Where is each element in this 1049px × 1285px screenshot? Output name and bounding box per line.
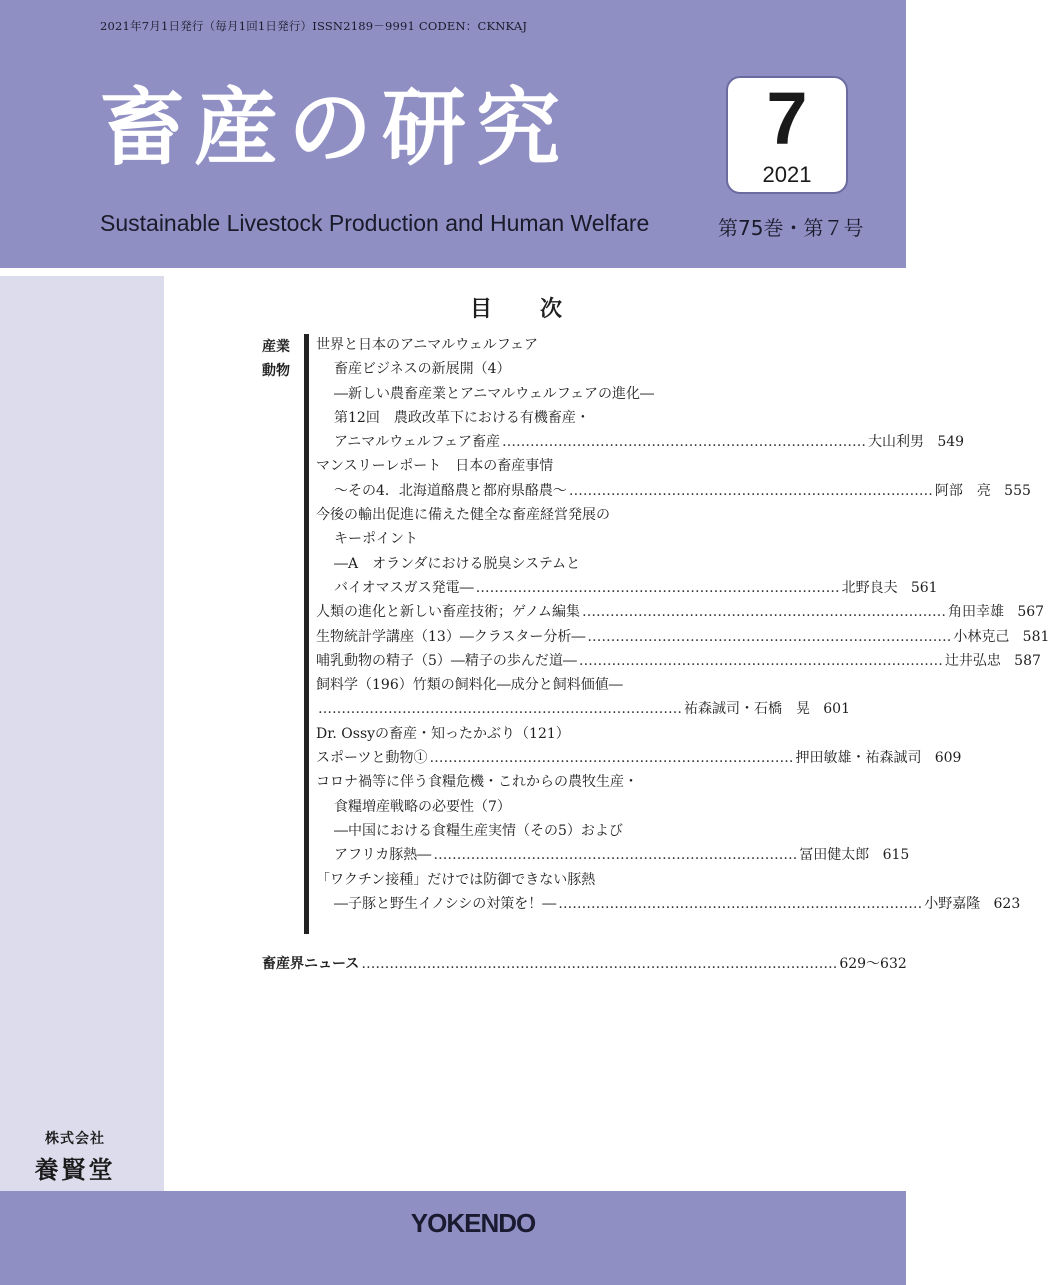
toc-entry-title: コロナ禍等に伴う食糧危機・これからの農牧生産・ bbox=[316, 774, 638, 791]
publication-info: 2021年7月1日発行（毎月1回1日発行）ISSN2189－9991 CODEN：CKNKAJ bbox=[100, 19, 528, 33]
toc-entry-author: 大山利男 bbox=[868, 434, 925, 451]
toc-entry-title: ―中国における食糧生産実情（その5）および bbox=[334, 822, 623, 839]
toc-entry-page: 587 bbox=[1014, 652, 1041, 669]
leader-dots: …………………………………………………………………… bbox=[587, 628, 952, 645]
toc-entry-title: 人類の進化と新しい畜産技術；ゲノム編集 bbox=[316, 604, 581, 621]
toc-entry-title: スポーツと動物① bbox=[316, 750, 428, 767]
toc-entry bbox=[316, 673, 756, 697]
toc-entry-page: 549 bbox=[937, 434, 965, 451]
toc-entry-author: 小野嘉隆 bbox=[924, 895, 981, 912]
leader-dots: …………………………………………………………………… bbox=[578, 652, 943, 669]
toc-entry bbox=[316, 819, 756, 843]
toc-entry-page: 567 bbox=[1017, 604, 1045, 621]
publisher-logo: YOKENDO bbox=[410, 1208, 536, 1238]
toc-entry bbox=[316, 770, 756, 794]
toc-entry-title: 食糧増産戦略の必要性（7） bbox=[334, 798, 511, 815]
toc-entry-title: ～その4．北海道酪農と都府県酪農～ bbox=[334, 482, 567, 499]
toc-list bbox=[316, 333, 1049, 916]
toc-entry-page: 601 bbox=[823, 701, 850, 718]
leader-dots: …………………………………………………………………… bbox=[475, 579, 840, 596]
toc-entry bbox=[316, 892, 1021, 916]
volume-number: 第75巻・第７号 bbox=[718, 216, 864, 240]
toc-entry bbox=[316, 576, 938, 600]
toc-entry bbox=[316, 503, 756, 527]
toc-entry bbox=[316, 357, 756, 381]
toc-entry-title: ―A オランダにおける脱臭システムと bbox=[334, 555, 581, 572]
news-pages: 629～632 bbox=[839, 956, 907, 972]
toc-entry bbox=[316, 406, 756, 430]
publisher-name: 養賢堂 bbox=[34, 1155, 116, 1184]
toc-entry-title: ―新しい農畜産業とアニマルウェルフェアの進化― bbox=[334, 385, 655, 402]
toc-entry bbox=[316, 697, 850, 721]
toc-entry-author: 押田敏雄・祐森誠司 bbox=[795, 750, 922, 767]
toc-entry-title: アニマルウェルフェア畜産 bbox=[334, 434, 501, 451]
toc-entry bbox=[316, 430, 965, 454]
toc-entry-page: 615 bbox=[882, 847, 910, 864]
toc-heading-right: 次 bbox=[540, 297, 563, 322]
issue-number: 7 bbox=[766, 77, 808, 160]
toc-entry-title: キーポイント bbox=[334, 531, 418, 548]
toc-entry-author: 阿部 亮 bbox=[934, 482, 991, 499]
category-label-2: 動物 bbox=[262, 363, 290, 379]
toc-entry-page: 581 bbox=[1022, 628, 1049, 645]
toc-entry bbox=[316, 722, 756, 746]
toc-entry bbox=[316, 382, 756, 406]
issue-box bbox=[726, 76, 848, 194]
journal-title: 畜産の研究 bbox=[100, 79, 571, 177]
toc-entry-title: 生物統計学講座（13）―クラスター分析― bbox=[316, 628, 586, 645]
toc-entry-author: 北野良夫 bbox=[841, 579, 898, 596]
toc-entry-title: ―子豚と野生イノシシの対策を！― bbox=[334, 895, 557, 912]
toc-entry-title: 第12回 農政改革下における有機畜産・ bbox=[334, 409, 590, 426]
toc-entry-author: 小林克己 bbox=[953, 628, 1010, 645]
toc-entry bbox=[316, 479, 1031, 503]
journal-subtitle: Sustainable Livestock Production and Human Welfare bbox=[100, 210, 650, 236]
toc-entry bbox=[316, 625, 1049, 649]
toc-entry bbox=[316, 843, 910, 867]
toc-entry bbox=[316, 333, 756, 357]
leader-dots: ………………………………………………………………………………………… bbox=[361, 956, 838, 972]
toc-entry-page: 555 bbox=[1004, 482, 1031, 499]
leader-dots: …………………………………………………………………… bbox=[429, 750, 794, 767]
publisher-type: 株式会社 bbox=[45, 1131, 105, 1147]
toc-entry bbox=[316, 746, 962, 770]
toc-heading-left: 目 bbox=[470, 297, 493, 322]
toc-entry bbox=[316, 600, 1045, 624]
toc-entry bbox=[316, 552, 756, 576]
issue-year: 2021 bbox=[762, 162, 812, 187]
toc-entry-page: 623 bbox=[993, 895, 1021, 912]
leader-dots: …………………………………………………………………… bbox=[568, 482, 933, 499]
leader-dots: …………………………………………………………………… bbox=[502, 434, 867, 451]
toc-entry bbox=[316, 527, 756, 551]
toc-entry-title: アフリカ豚熱― bbox=[334, 847, 432, 864]
toc-entry-author: 祐森誠司・石橋 晃 bbox=[684, 701, 810, 718]
toc-entry-author: 角田幸雄 bbox=[948, 604, 1005, 621]
toc-entry-title: Dr. Ossyの畜産・知ったかぶり（121） bbox=[316, 725, 570, 742]
leader-dots: …………………………………………………………………… bbox=[558, 895, 923, 912]
toc-entry-author: 冨田健太郎 bbox=[799, 847, 870, 864]
toc-entry bbox=[316, 868, 756, 892]
toc-entry-author: 辻井弘忠 bbox=[944, 652, 1001, 669]
leader-dots: …………………………………………………………………… bbox=[582, 604, 947, 621]
toc-entry bbox=[316, 649, 1041, 673]
toc-entry-title: 世界と日本のアニマルウェルフェア bbox=[316, 337, 539, 353]
toc-entry-page: 561 bbox=[910, 579, 938, 596]
toc-entry-title: 哺乳動物の精子（5）―精子の歩んだ道― bbox=[316, 652, 577, 669]
toc-entry-title: 飼料学（196）竹類の飼料化―成分と飼料価値― bbox=[316, 677, 623, 694]
toc-entry-title: 「ワクチン接種」だけでは防御できない豚熱 bbox=[316, 871, 596, 888]
toc-entry-title: マンスリーレポート 日本の畜産事情 bbox=[316, 458, 554, 475]
category-label-1: 産業 bbox=[262, 339, 290, 355]
leader-dots: …………………………………………………………………… bbox=[433, 847, 798, 864]
toc-heading bbox=[470, 292, 562, 323]
toc-entry-page: 609 bbox=[934, 750, 962, 767]
category-bar bbox=[304, 334, 309, 934]
toc-entry-title: バイオマスガス発電― bbox=[334, 579, 474, 596]
toc-entry-title: 畜産ビジネスの新展開（4） bbox=[334, 361, 511, 378]
leader-dots: …………………………………………………………………… bbox=[318, 701, 682, 718]
publisher-block bbox=[30, 1128, 120, 1185]
side-band bbox=[0, 276, 164, 1191]
news-label: 畜産界ニュース bbox=[262, 956, 360, 972]
toc-entry-title: 今後の輸出促進に備えた健全な畜産経営発展の bbox=[316, 507, 610, 524]
news-entry bbox=[262, 952, 907, 976]
cover-header bbox=[0, 0, 906, 268]
toc-entry bbox=[316, 795, 756, 819]
toc-entry bbox=[316, 454, 756, 478]
